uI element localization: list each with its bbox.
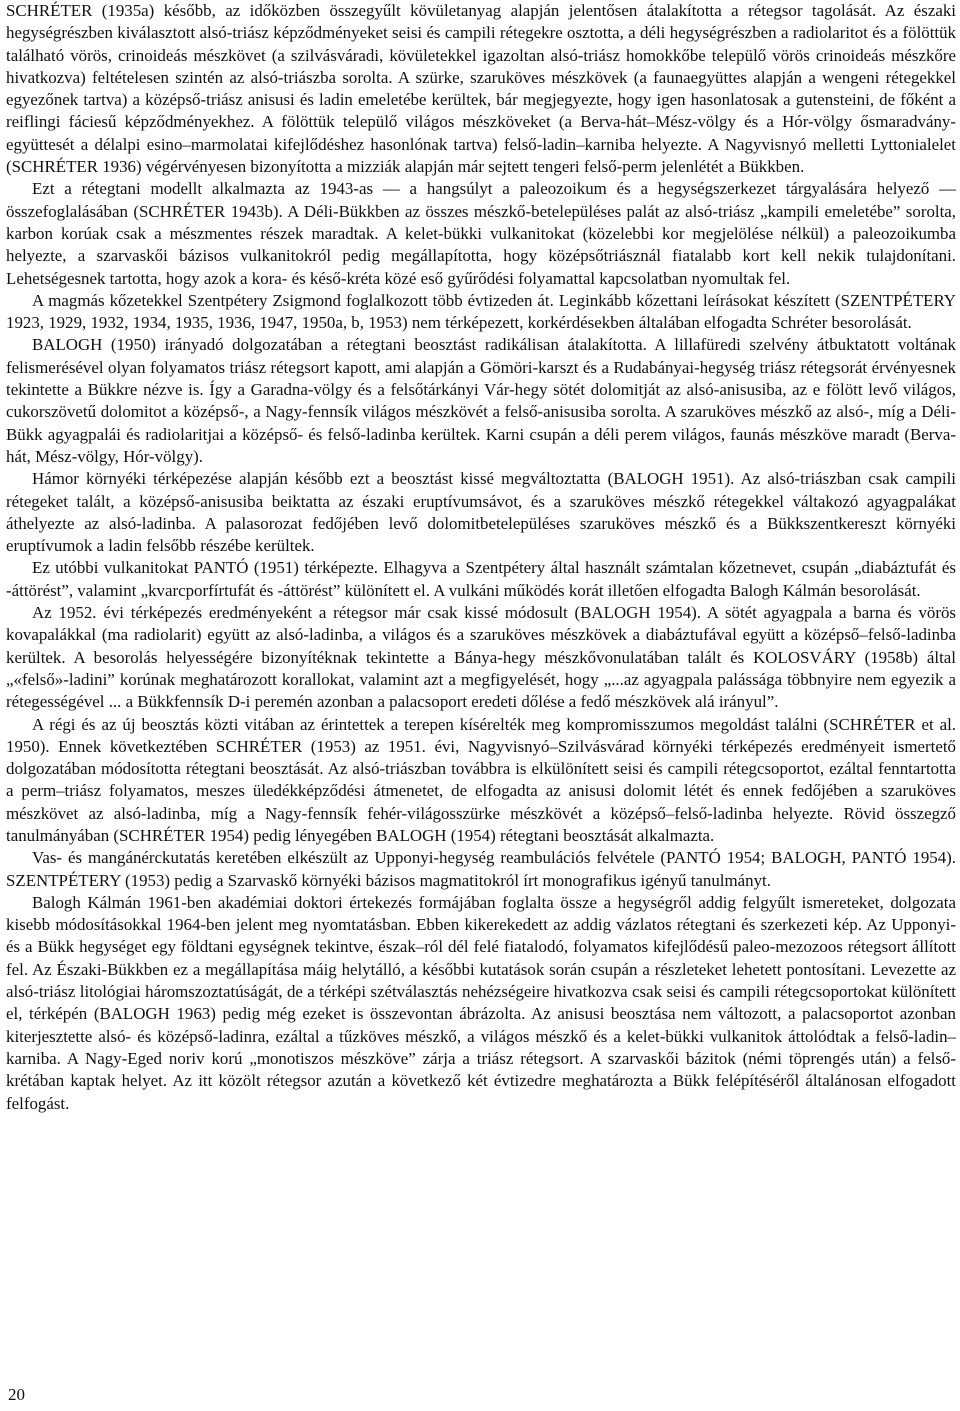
page-number: 20 [8,1385,25,1404]
paragraph-5: Hámor környéki térképezése alapján később ezt a beosztást kissé megváltoztatta (BALOGH 1951). Az alsó-triászban csak campili rétegeket talált, a középső-anisusiba beiktatta az északi eruptívumsávot, és a szaruköves mészkő rétegekkel váltakozó agyagpalákat áthelyezte az alsó-ladinba. A palasorozat fedőjében levő dolomitbetelepüléses szaruköves mészkő és a Bükkszentkereszt környéki eruptívumok a ladin felsőbb részébe kerültek. [6,469,956,556]
paragraph-4: BALOGH (1950) irányadó dolgozatában a rétegtani beosztást radikálisan átalakította. A lillafüredi szelvény átbuktatott voltának felismerésével olyan folyamatos triász rétegsort kapott, ami alapján a Gömöri-karszt és a Rudabányai-hegység triász rétegsorát érvényesnek tekintette a Bükkre nézve is. Így a Garadna-völgy és a felsőtárkányi Vár-hegy sötét dolomitját az alsó-anisusiba, az e fölött levő világos, cukorszövetű dolomitot a középső-, a Nagy-fennsík világos mészkövét a felső-anisusiba sorolta. A szaruköves mészkő az alsó-, míg a Déli-Bükk agyagpalái és radiolaritjai a középső- és felső-ladinba kerültek. Karni csupán a déli perem világos, faunás mészköve maradt (Berva-hát, Mész-völgy, Hór-völgy). [6,335,956,466]
paragraph-10: Balogh Kálmán 1961-ben akadémiai doktori értekezés formájában foglalta össze a hegységről addig felgyűlt ismereteket, dolgozata kisebb módosításokkal 1964-ben jelent meg nyomtatásban. Ebben kikerekedett az addig vázlatos rétegtani és szerkezeti kép. Az Upponyi- és a Bükk hegységet egy földtani egységnek tekintve, észak–ról dél felé fiatalodó, folyamatos kifejlődésű paleo-mezozoos rétegsort állított fel. Az Északi-Bükkben ez a megállapítása máig helytálló, a későbbi kutatások során csupán a részleteket lehetett pontosítani. Levezette az alsó-triász litológiai háromszoztatúságát, de a térképi szétválasztás nehézségeire hivatkozva csak seisi és campili rétegcsoportokat különített el, térképén (BALOGH 1963) pedig még ezeket is összevontan ábrázolta. Az anisusi beosztása nem változott, a palacsoportot azonban kiterjesztette alsó- és középső-ladinra, ezáltal a tűzköves mészkő, a világos mészkő és a kelet-bükki vulkanitok áttolódtak a felső-ladin–karniba. A Nagy-Eged noriv korú „monotiszos mészköve” zárja a triász rétegsort. A szarvaskői bázitok (némi töprengés után) a felső-krétában kaptak helyet. Az itt közölt rétegsor azután a következő két évtizedre meghatározta a Bükk felépítéséről általánosan elfogadott felfogást. [6,892,956,1113]
paragraph-2: Ezt a rétegtani modellt alkalmazta az 1943-as — a hangsúlyt a paleozoikum és a hegységszerkezet tárgyalására helyező — összefoglalásában (SCHRÉTER 1943b). A Déli-Bükkben az összes mészkő-betelepüléses palát az alsó-triász „kampili emeletébe” sorolta, karbon korúak csak a mészmentes részek maradtak. A kelet-bükki vulkanitokat (közelebbi kor megjelölése nélkül) a paleozoikumba helyezte, a szarvaskői bázisos vulkanitokról pedig megállapította, hogy középsőtriásznál fiatalabb kort kell nekik tulajdonítani. Lehetségesnek tartotta, hogy azok a kora- és késő-kréta közé eső gyűrődési folyamattal kapcsolatban nyomultak fel. [6,179,956,288]
paragraph-1: SCHRÉTER (1935a) később, az időközben összegyűlt kövületanyag alapján jelentősen átalakította a rétegsor tagolását. Az északi hegységrészben kiválasztott alsó-triász képződményeket seisi és campili rétegekre osztotta, a déli hegységrészben a radiolaritot és a fölöttük található vörös, crinoideás mészkövet (a szilvásváradi, kövületekkel igazoltan alsó-triász homokkőbe települő vörös crinoideás mészkőre hivatkozva) feltételesen szintén az alsó-triászba sorolta. A szürke, szaruköves mészkövek (a faunaegyüttes alapján a wengeni rétegekkel egyezőnek tartva) a középső-triász anisusi és ladin emeletébe kerültek, bár megjegyezte, hogy igen hasonlatosak a gutensteini, de főként a reiflingi fáciesű képződményekhez. A fölöttük települő világos mészköveket (a Berva-hát–Mész-völgy és a Hór-völgy ősmaradvány-együttesét a délalpi esino–marmolatai kifejlődéshez hasonlónak tartva) felső-ladin–karniba helyezte. A Nagyvisnyó melletti Lyttonialelet (SCHRÉTER 1936) végérvényesen bizonyította a mizziák alapján már sejtett tengeri felső-perm jelenlétét a Bükkben. [6,1,956,177]
paragraph-7: Az 1952. évi térképezés eredményeként a rétegsor már csak kissé módosult (BALOGH 1954). A sötét agyagpala a barna és vörös kovapalákkal (ma radiolarit) együtt az alsó-ladinba, a világos és a szaruköves mészkövek a diabáztufával együtt a középső–felső-ladinba kerültek. A besorolás helyességére bizonyítéknak tekintette a Bánya-hegy mészkővonulatában talált és KOLOSVÁRY (1958b) által „«felső»-ladini” korúnak meghatározott korallokat, valamint azt a megfigyelését, hogy „...az agyagpala palássága többnyire nem egyezik a rétegességével ... a Bükkfennsík D-i peremén azonban a palacsoport eredeti dőlése a fedő mészkövek alá irányul”. [6,603,956,712]
document-page [6,0,956,1115]
paragraph-3: A magmás kőzetekkel Szentpétery Zsigmond foglalkozott több évtizeden át. Leginkább kőzettani leírásokat készített (SZENTPÉTERY 1923, 1929, 1932, 1934, 1935, 1936, 1947, 1950a, b, 1953) nem térképezett, korkérdésekben általában elfogadta Schréter besorolását. [6,290,956,333]
paragraph-9: Vas- és mangánérckutatás keretében elkészült az Upponyi-hegység reambulációs felvétele (PANTÓ 1954; BALOGH, PANTÓ 1954). SZENTPÉTERY (1953) pedig a Szarvaskő környéki bázisos magmatitokról írt monografikus igényű tanulmányt. [6,848,956,890]
paragraph-8: A régi és az új beosztás közti vitában az érintettek a terepen kísérelték meg kompromisszumos megoldást találni (SCHRÉTER et al. 1950). Ennek következtében SCHRÉTER (1953) az 1951. évi, Nagyvisnyó–Szilvásvárad környéki térképezés eredményeit ismertető dolgozatában módosította rétegtani beosztását. Az alsó-triászban továbbra is elkülönített seisi és campili rétegcsoportot, ezáltal fenntartotta a perm–triász folyamatos, meszes üledékképződési átmenetet, de elfogadta az anisusi dolomit létét és ennek fedőjében a szaruköves mészkövet az alsó-ladinba, míg a Nagy-fennsík fehér-világosszürke mészkövét a középső–felső-ladinba helyezte. Rövid összegző tanulmányában (SCHRÉTER 1954) pedig lényegében BALOGH (1954) rétegtani beosztását alkalmazta. [6,714,956,845]
paragraph-6: Ez utóbbi vulkanitokat PANTÓ (1951) térképezte. Elhagyva a Szentpétery által használt számtalan kőzetnevet, csupán „diabáztufát és -áttörést”, valamint „kvarcporfírtufát és -áttörést” különített el. A vulkáni működés korát illetően elfogadta Balogh Kálmán besorolását. [6,558,956,600]
